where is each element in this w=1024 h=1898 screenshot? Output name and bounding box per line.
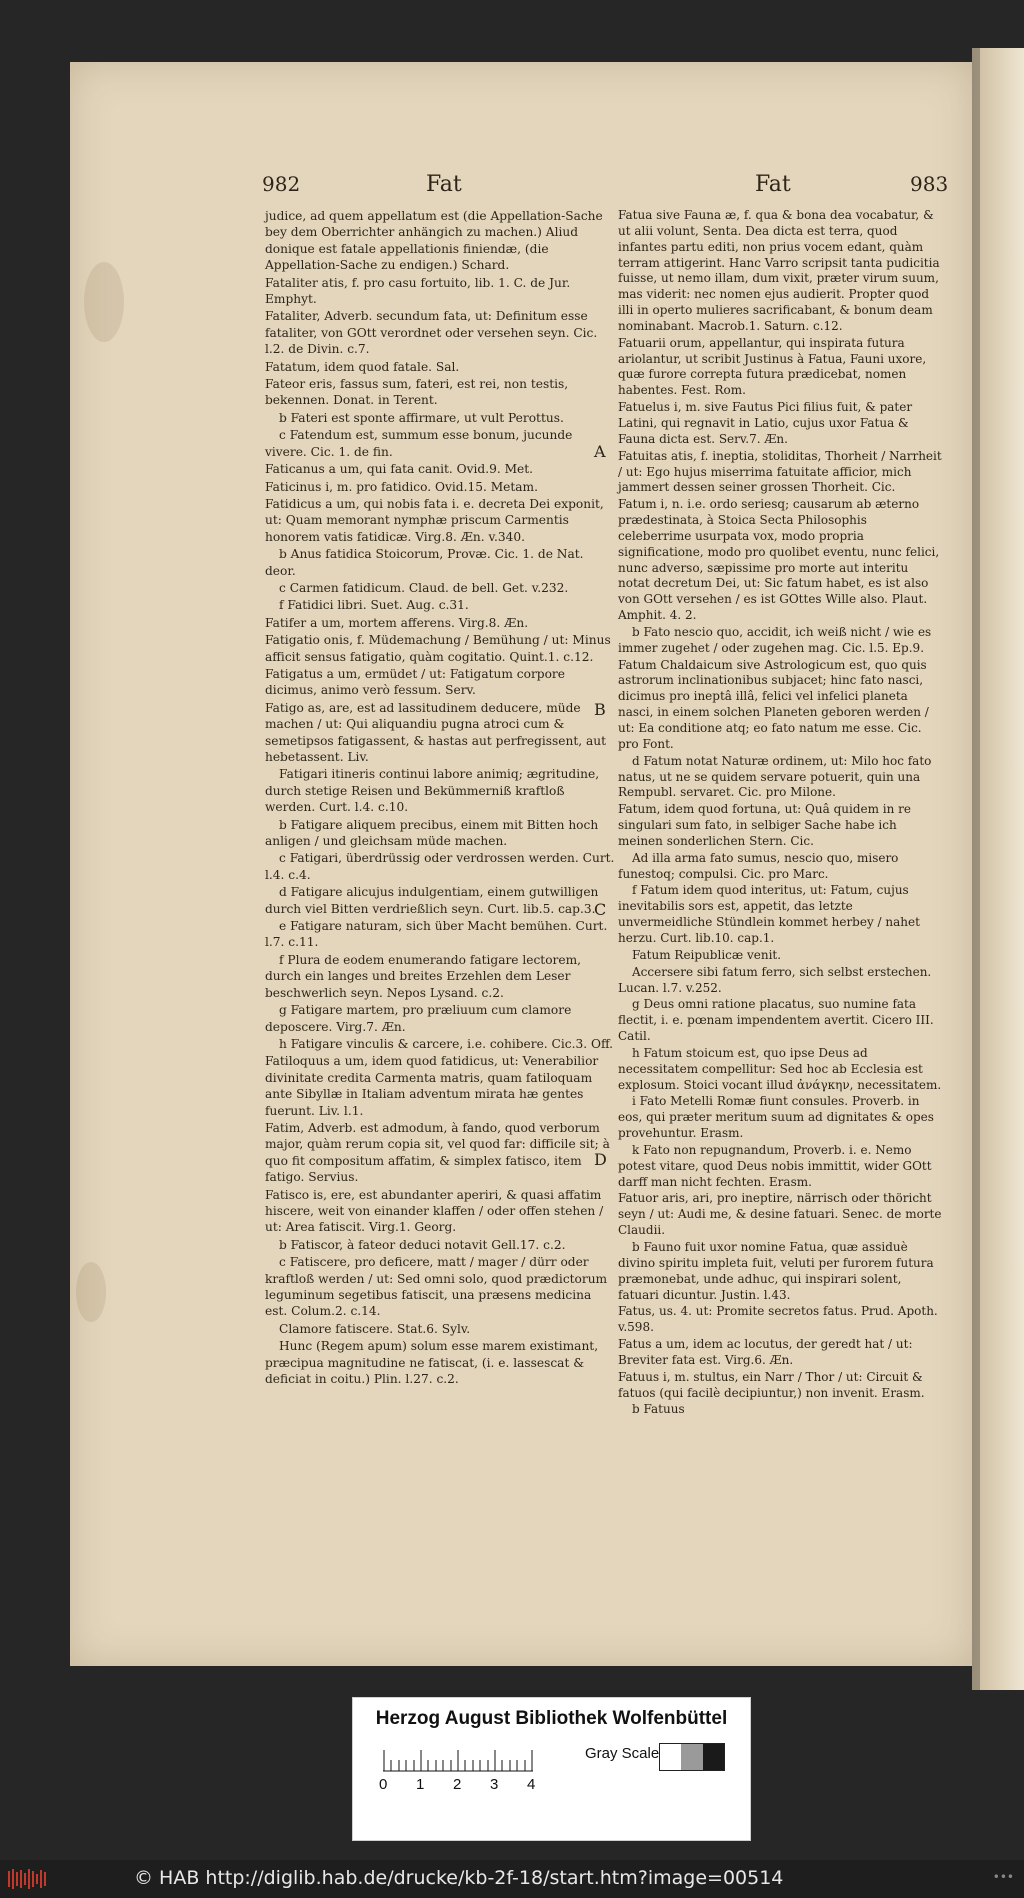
entry-paragraph: f Fatum idem quod interitus, ut: Fatum, cujus inevitabilis sors est, appetit, das letzte unvermeidliche Stündlein kommet herbey / nahet herzu. Curt. lib.10. cap.1. [618,883,920,945]
ruler-scale [383,1746,533,1772]
ruler-label-2: 2 [453,1776,462,1793]
entry-paragraph: Fatim, Adverb. est admodum, à fando, quod verborum major, quàm rerum copia sit, vel quod far: difficile sit; à quo fit compositum affatim, & simplex fatisco, item fatigo. Servius. [265,1120,610,1185]
entry-paragraph: d Fatum notat Naturæ ordinem, ut: Milo hoc fato natus, ut ne se quidem servare potuerit, quin una Rempubl. servaret. Cic. pro Milone. [618,753,932,800]
entry-paragraph: f Plura de eodem enumerando fatigare lectorem, durch ein langes und breites Erzehlen dem Leser beschwerlich seyn. Nepos Lysand. c.2. [265,952,582,1000]
entry-paragraph: Clamore fatiscere. Stat.6. Sylv. [279,1321,471,1336]
entry-paragraph: i Fato Metelli Romæ fiunt consules. Proverb. in eos, qui præter meritum suum ad dignitates & opes provehuntur. Erasm. [618,1094,934,1141]
ruler-label-4: 4 [527,1776,536,1793]
entry-paragraph: Fatua sive Fauna æ, f. qua & bona dea vocabatur, & ut alii volunt, Senta. Dea dicta est terra, quod infantes partu editi, non prius vocem edant, quàm terram attigerint. Hanc Varro scripsit tanta pudicitia fuisse, ut nemo illam, dum vixit, præter virum suum, mas viderit: nec nomen ejus audierit. Propter quod illi in operto mulieres sacrificabant, & bonum deam nominabant. Macrob.1. Saturn. c.12. [618,208,940,333]
section-mark-c: C [594,900,607,919]
entry-paragraph: g Fatigare martem, pro præliuum cum clamore deposcere. Virg.7. Æn. [265,1003,572,1034]
entry-paragraph: Fatatum, idem quod fatale. Sal. [265,359,460,374]
entry-paragraph: b Fatiscor, à fateor deduci notavit Gell.17. c.2. [279,1237,566,1252]
facing-page-edge [972,48,1024,1690]
entry-paragraph: h Fatigare vinculis & carcere, i.e. cohibere. Cic.3. Off. [279,1036,614,1051]
library-name: Herzog August Bibliothek Wolfenbüttel [375,1708,728,1729]
entry-paragraph: Faticinus i, m. pro fatidico. Ovid.15. Metam. [265,479,538,494]
entry-paragraph: b Fatigare aliquem precibus, einem mit Bitten hoch anligen / und gleichsam müde machen. [265,817,599,849]
entry-paragraph: Fatus a um, idem ac locutus, der geredt hat / ut: Breviter fata est. Virg.6. Æn. [618,1337,913,1367]
entry-paragraph: Fatuarii orum, appellantur, qui inspirata futura ariolantur, ut scribit Justinus à Fatua, Fauni uxore, quæ furore correpta futura prædicebat, nomen habentes. Fest. Rom. [618,335,927,398]
entry-paragraph: Hunc (Regem apum) solum esse marem existimant, præcipua magnitudine ne fatiscat, (i. e. lassescat & deficiat in coitu.) Plin. l.27. c.2. [265,1339,599,1387]
entry-paragraph: b Fatuus [632,1402,685,1417]
entry-paragraph: Fatum Reipublicæ venit. [632,947,782,962]
entry-paragraph: Fatigo as, are, est ad lassitudinem deducere, müde machen / ut: Qui aliquandiu pugna atroci cum & semetipsos fatigassent, & hastas aut perfregissent, aut hebetassent. Liv. [265,700,607,764]
entry-paragraph: b Fauno fuit uxor nomine Fatua, quæ assiduè divino spiritu impleta fuit, veluti per furorem futura præmonebat, unde adhuc, qui inspirari solent, fatuari dicuntur. Justin. l.43. [618,1240,934,1302]
entry-paragraph: Fatuitas atis, f. ineptia, stoliditas, Thorheit / Narrheit / ut: Ego hujus miserrima fatuitate afficior, mich jammert dessen seiner grossen Thorheit. Cic. [618,448,942,495]
entry-paragraph: Accersere sibi fatum ferro, sich selbst erstechen. Lucan. l.7. v.252. [618,964,932,995]
gray-scale-label: Gray Scale [585,1745,660,1762]
more-dots: ••• [992,1870,1014,1884]
entry-paragraph: c Carmen fatidicum. Claud. de bell. Get. v.232. [279,580,569,595]
entry-paragraph: Fatigatio onis, f. Müdemachung / Bemühung / ut: Minus afficit sensus fatigatio, quàm cogitatio. Quint.1. c.12. [265,633,611,664]
entry-paragraph: Faticanus a um, qui fata canit. Ovid.9. Met. [265,462,534,477]
ruler-label-0: 0 [379,1776,388,1793]
entry-paragraph: g Deus omni ratione placatus, suo numine fata flectit, i. e. pœnam impendentem avertit. Cicero III. Catil. [618,997,934,1044]
page-number-right: 983 [910,172,949,196]
entry-paragraph: Fatifer a um, mortem afferens. Virg.8. Æn. [265,615,529,630]
section-mark-b: B [594,700,606,719]
entry-paragraph: Fatuus i, m. stultus, ein Narr / Thor / ut: Circuit & fatuos (qui facilè decipiuntur,) non invenit. Erasm. [618,1369,925,1400]
entry-paragraph: Fatuelus i, m. sive Fautus Pici filius fuit, & pater Latini, qui regnavit in Latio, cujus uxor Fatua & Fauna dicta est. Serv.7. Æn. [618,400,913,446]
entry-paragraph: Fatiloquus a um, idem quod fatidicus, ut: Venerabilior divinitate credita Carmenta matris, quam fatiloquam ante Sibyllæ in Italiam adventum mirata hæ gentes fuerunt. Liv. l.1. [265,1054,599,1118]
right-column [618,208,943,1419]
hab-logo-icon [8,1869,52,1889]
entry-paragraph: c Fatendum est, summum esse bonum, jucunde vivere. Cic. 1. de fin. [265,428,573,459]
entry-paragraph: Fatum Chaldaicum sive Astrologicum est, quo quis astrorum inclinationibus subjacet; hinc fato nasci, dicimus pro ineptâ illâ, felici vel infelici planeta nasci, in einem solchen Planeten geboren werden / ut: Ea conditione atq; eo fato natum me esse. Cic. pro Font. [618,657,929,751]
entry-paragraph: Fataliter atis, f. pro casu fortuito, lib. 1. C. de Jur. Emphyt. [265,275,571,307]
entry-paragraph: Fatum i, n. i.e. ordo seriesq; causarum ab æterno prædestinata, à Stoica Secta Philosophis celeberrime usurpata vox, modo propria significatione, modo pro quolibet eventu, nunc felici, nunc adverso, sæpissime pro morte aut interitu notat decretum Dei, ut: Sic fatum habet, es ist also von GOtt versehen / es ist GOttes Wille also. Plaut. Amphit. 4. 2. [618,497,940,623]
entry-paragraph: judice, ad quem appellatum est (die Appellation-Sache bey dem Oberrichter anhängich zu machen.) Aliud donique est fatale appellationis finiendæ, (die Appellation-Sache zu endigen.) Schard. [265,209,603,273]
entry-paragraph: Fatigari itineris continui labore animiq; ægritudine, durch stetige Reisen und Bekümmerniß kraftloß werden. Curt. l.4. c.10. [265,767,600,815]
entry-paragraph: Fateor eris, fassus sum, fateri, est rei, non testis, bekennen. Donat. in Terent. [265,377,569,408]
section-mark-d: D [594,1150,607,1169]
entry-paragraph: Fataliter, Adverb. secundum fata, ut: Definitum esse fataliter, von GOtt verordnet oder versehen seyn. Cic. l.2. de Divin. c.7. [265,309,598,357]
color-target-card [352,1697,751,1841]
running-head-right: Fat [755,172,791,197]
left-column [265,208,615,1388]
gray-scale-patches [659,1743,725,1771]
entry-paragraph: k Fato non repugnandum, Proverb. i. e. Nemo potest vitare, quod Deus nobis immittit, wider GOtt darff man nicht fechten. Erasm. [618,1142,932,1189]
entry-paragraph: Fatigatus a um, ermüdet / ut: Fatigatum corpore dicimus, animo verò fessum. Serv. [265,666,565,698]
running-head-left: Fat [426,172,462,197]
entry-paragraph: b Fateri est sponte affirmare, ut vult Perottus. [279,410,564,425]
entry-paragraph: f Fatidici libri. Suet. Aug. c.31. [279,598,469,613]
page-number-left: 982 [262,172,301,196]
section-mark-a: A [594,442,606,461]
viewer-footer [0,1860,1024,1898]
ruler-label-3: 3 [490,1776,499,1793]
entry-paragraph: Fatisco is, ere, est abundanter aperiri, & quasi affatim hiscere, weit von einander klaffen / oder offen stehen / ut: Area fatiscit. Virg.1. Georg. [265,1187,604,1235]
entry-paragraph: Ad illa arma fato sumus, nescio quo, misero funestoq; compulsi. Cic. pro Marc. [618,850,899,881]
copyright-url: © HAB http://diglib.hab.de/drucke/kb-2f-18/start.htm?image=00514 [134,1867,784,1889]
entry-paragraph: b Anus fatidica Stoicorum, Provæ. Cic. 1. de Nat. deor. [265,547,584,578]
entry-paragraph: Fatuor aris, ari, pro ineptire, närrisch oder thöricht seyn / ut: Audi me, & desine fatuari. Senec. de morte Claudii. [618,1191,942,1238]
entry-paragraph: b Fato nescio quo, accidit, ich weiß nicht / wie es immer zugehet / oder zugehen mag. Cic. l.5. Ep.9. [618,624,932,655]
entry-paragraph: c Fatiscere, pro deficere, matt / mager / dürr oder kraftloß werden / ut: Sed omni solo, quod prædictorum leguminum segetibus fatiscit, una præsens medicina est. Colum.2. c.14. [265,1255,608,1319]
entry-paragraph: h Fatum stoicum est, quo ipse Deus ad necessitatem compellitur: Sed hoc ab Ecclesia est explosum. Stoici vocant illud ἀνάγκην, necessitatem. [618,1045,942,1092]
entry-paragraph: Fatidicus a um, qui nobis fata i. e. decreta Dei exponit, ut: Quam memorant nymphæ priscum Carmentis honorem vatis fatidicæ. Virg.8. Æn. v.340. [265,496,604,544]
entry-paragraph: e Fatigare naturam, sich über Macht bemühen. Curt. l.7. c.11. [265,919,608,950]
entry-paragraph: Fatus, us. 4. ut: Promite secretos fatus. Prud. Apoth. v.598. [618,1304,938,1335]
entry-paragraph: c Fatigari, überdrüssig oder verdrossen werden. Curt. l.4. c.4. [265,851,615,882]
ruler-label-1: 1 [416,1776,425,1793]
entry-paragraph: Fatum, idem quod fortuna, ut: Quâ quidem in re singulari sum fato, in selbiger Sache habe ich meinen sonderlichen Stern. Cic. [618,802,912,848]
entry-paragraph: d Fatigare alicujus indulgentiam, einem gutwilligen durch viel Bitten verdrießlich seyn. Curt. lib.5. cap.3. [265,885,599,916]
